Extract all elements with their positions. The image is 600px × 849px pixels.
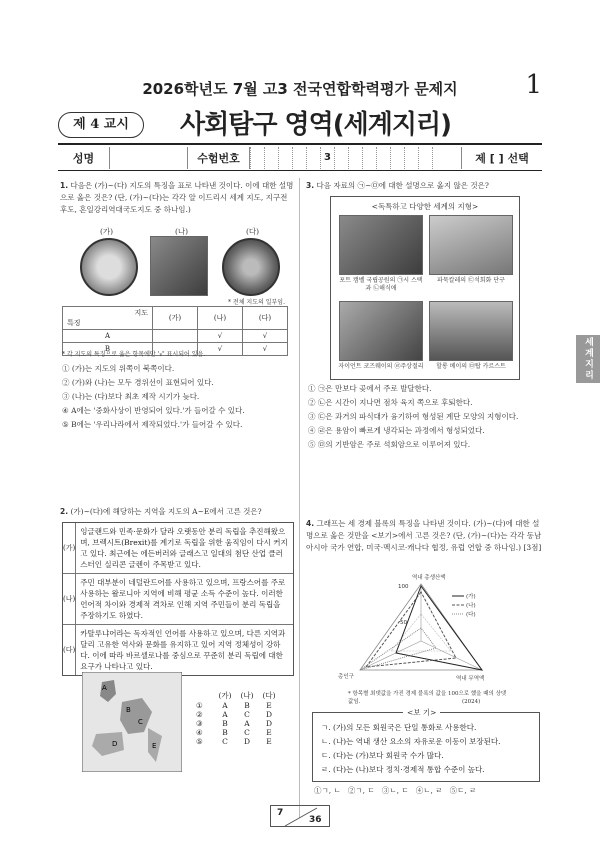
q1-cell: √ — [243, 330, 288, 343]
q2-choice-val: D — [243, 737, 250, 746]
q1-map-label-b: (나) — [175, 227, 189, 236]
q1-choice-2[interactable]: ② (가)와 (나)는 모두 경위선이 표현되어 있다. — [62, 378, 214, 387]
q2-choice-val: B — [222, 728, 228, 737]
q2-choice-val: D — [265, 719, 272, 728]
q2-choice-5[interactable] — [196, 737, 280, 746]
q3-stem-text: 다음 자료의 ㉠~㉤에 대한 설명으로 옳지 않은 것은? — [316, 181, 489, 190]
q4-stem-text: 그래프는 세 경제 블록의 특징을 나타낸 것이다. (가)~(다)에 대한 설명으로 옳은 것만을 <보기>에서 고른 것은? (단, (가)~(다)는 각각 동남아시아 국가 연합, 미국·멕시코·캐나다 협정, 유럽 연합 중 하나임.) [3점] — [306, 519, 542, 552]
jigu-map-image — [222, 238, 280, 296]
q4-bogi-box — [312, 708, 540, 782]
q1-number: 1. — [60, 181, 69, 190]
q2-choice-val: A — [222, 710, 228, 719]
q3-stem — [306, 180, 542, 192]
legend-na: (나) — [466, 603, 476, 609]
legend-ga: (가) — [466, 594, 476, 600]
q3-choices — [308, 382, 540, 452]
caption-sea-stack: 포트 캠벨 국립공원의 ㉠시 스택과 ㉡해식애 — [339, 277, 423, 292]
q2-choice-val: B — [244, 701, 250, 710]
q4-chart-note: * 항목별 최댓값을 가진 경제 블록의 값을 100으로 했을 때의 상댓값임. — [348, 691, 507, 705]
q2-number: 2. — [60, 507, 69, 516]
honil-map-image — [150, 236, 208, 296]
map-letter-c: C — [138, 718, 143, 726]
q1-cell: √ — [243, 343, 288, 356]
q1-map-note: * 전체 지도의 일부임. — [228, 299, 285, 306]
q2-row-text: 카탈루냐어라는 독자적인 언어를 사용하고 있으며, 다른 지역과 달리 고유한 역사와 문화를 유지하고 있어 지역 정체성이 강하다. 이에 따라 바르셀로나를 중심으로 꾸준히 분리 독립에 대한 요구가 나타나고 있다. — [80, 629, 286, 671]
page-counter — [270, 805, 330, 827]
q1-choice-1[interactable]: ① (가)는 지도의 위쪽이 북쪽이다. — [62, 364, 175, 373]
header-rule — [58, 143, 542, 145]
legend-da: (다) — [466, 612, 476, 618]
bogi-item: ㄴ. (나)는 역내 생산 요소의 자유로운 이동이 보장된다. — [321, 737, 501, 746]
page-number: 1 — [525, 70, 542, 100]
name-label: 성명 — [58, 147, 110, 169]
q1-row-label: A — [63, 330, 153, 343]
q2-region-table — [62, 522, 294, 676]
q3-box-title: <독특하고 다양한 세계의 지형> — [371, 202, 479, 211]
q3-choice-3[interactable]: ③ ㉢은 과거의 파식대가 융기하여 형성된 계단 모양의 지형이다. — [308, 412, 519, 421]
causeway-photo — [339, 301, 423, 361]
q2-row-label: (나) — [63, 574, 76, 624]
subject-title: 사회탐구 영역(세계지리) — [180, 110, 451, 140]
q2-answer-head: (가) — [218, 691, 232, 700]
q1-table-note: * 각 지도의 특징으로 옳은 항목에만 '√' 표시되어 있음. — [62, 351, 206, 358]
exam-title: 2026학년도 7월 고3 전국연합학력평가 문제지 — [142, 80, 458, 98]
q1-table-header-feature: 특징 — [67, 319, 81, 327]
choice-label: 제 [ ] 선택 — [475, 152, 529, 165]
period-badge: 제 4 교시 — [58, 112, 144, 138]
q4-radar-chart — [336, 572, 506, 690]
q2-row-label: (가) — [63, 523, 76, 573]
q2-choice-val: E — [266, 737, 272, 746]
bogi-item: ㄹ. (다)는 (나)보다 정치·경제적 통합 수준이 높다. — [321, 765, 485, 774]
q2-choice-val: B — [222, 719, 228, 728]
q2-choice-no: ⑤ — [196, 737, 203, 746]
exam-no-field[interactable] — [250, 147, 462, 169]
q1-cell — [153, 330, 198, 343]
q2-choice-val: C — [222, 737, 228, 746]
halong-photo — [429, 301, 513, 361]
exam-no-label: 수험번호 — [188, 147, 250, 169]
q1-stem-text: 다음은 (가)~(다) 지도의 특징을 표로 나타낸 것이다. 이에 대한 설명으로 옳은 것은? (단, (가)~(다)는 각각 알 이드리시 세계 지도, 지구전후도, 혼일강리역대국도지도 중 하나임.) — [60, 181, 294, 214]
map-letter-b: B — [126, 706, 131, 714]
q1-table-corner — [63, 307, 153, 330]
page-total: 36 — [309, 815, 322, 825]
map-letter-e: E — [152, 742, 157, 750]
axis-top-label: 역내 총생산액 — [412, 575, 446, 581]
q1-col-b: (나) — [198, 307, 243, 330]
q2-choice-4[interactable] — [196, 728, 280, 737]
q2-choice-val: C — [244, 710, 250, 719]
map-letter-d: D — [112, 740, 118, 748]
q2-choice-1[interactable] — [196, 701, 280, 710]
q1-row-label: B — [63, 343, 153, 356]
q1-cell: √ — [198, 330, 243, 343]
caption-halong: 할롱 베이의 ㉤탑 카르스트 — [436, 363, 506, 370]
bogi-item: ㄷ. (다)는 (가)보다 회원국 수가 많다. — [321, 751, 444, 760]
q3-choice-4[interactable]: ④ ㉣은 용암이 빠르게 냉각되는 과정에서 형성되었다. — [308, 426, 485, 435]
axis-right-label: 역내 무역액 — [456, 676, 485, 682]
bogi-item: ㄱ. (가)의 모든 회원국은 단일 통화로 사용한다. — [321, 723, 477, 732]
q2-choice-val: E — [266, 728, 272, 737]
q2-stem-text: (가)~(다)에 해당하는 지역을 지도의 A~E에서 고른 것은? — [70, 507, 262, 516]
q1-choice-3[interactable]: ③ (나)는 (다)보다 최초 제작 시기가 늦다. — [62, 392, 200, 401]
q2-row-text: 잉글랜드와 민족·문화가 달라 오랫동안 분리 독립을 추진해왔으며, 브렉시트(Brexit)를 계기로 독립을 위한 움직임이 다시 커지고 있다. 최근에는 에든버러와 글래스고 일대의 첨단 산업 클러스터인 실리콘 글렌이 주목받고 있다. — [80, 527, 288, 569]
q1-table-header-map: 지도 — [134, 309, 148, 317]
q1-choice-4[interactable]: ④ A에는 '중화사상이 반영되어 있다.'가 들어갈 수 있다. — [62, 406, 245, 415]
q2-choice-no: ① — [196, 701, 203, 710]
column-divider — [299, 178, 300, 818]
q2-answer-head: (다) — [262, 691, 276, 700]
pamukkale-photo — [429, 215, 513, 275]
q2-choice-val: E — [266, 701, 272, 710]
q4-chart-year: (2024) — [462, 699, 481, 705]
q1-cell: √ — [198, 343, 243, 356]
q1-col-c: (다) — [243, 307, 288, 330]
q3-number: 3. — [306, 181, 315, 190]
map-letter-a: A — [102, 684, 107, 692]
name-field[interactable] — [110, 147, 188, 169]
q2-choice-3[interactable] — [196, 719, 280, 728]
q2-row-text: 주민 대부분이 네덜란드어를 사용하고 있으며, 프랑스어를 주로 사용하는 왈로니아 지역에 비해 평균 소득 수준이 높다. 이러한 언어적 차이와 경제적 격차로 인해 지역 주민들이 분리 독립을 주장하기도 하였다. — [80, 578, 286, 620]
q1-choices — [62, 362, 296, 432]
subject-side-tab: 세계지리 — [576, 335, 600, 383]
q1-stem — [60, 180, 294, 216]
sea-stack-photo — [339, 215, 423, 275]
q2-choice-2[interactable] — [196, 710, 280, 719]
q2-answer-grid — [196, 690, 280, 746]
bogi-title: <보 기> — [403, 707, 440, 719]
q4-number: 4. — [306, 519, 315, 528]
q3-landform-box — [330, 196, 520, 380]
q2-stem — [60, 506, 294, 518]
q2-choice-no: ④ — [196, 728, 203, 737]
q1-map-label-c: (다) — [246, 227, 260, 236]
q2-row-label: (다) — [63, 625, 76, 675]
q4-stem — [306, 518, 542, 554]
q2-choice-val: C — [244, 728, 250, 737]
q2-choice-val: D — [265, 710, 272, 719]
info-rule — [58, 170, 542, 171]
q3-choice-2[interactable]: ② ㉡은 시간이 지나면 점차 육지 쪽으로 후퇴한다. — [308, 398, 473, 407]
caption-causeway: 자이언트 코즈웨이의 ㉣주상절리 — [338, 363, 424, 370]
q2-answer-head: (나) — [240, 691, 254, 700]
idrisi-map-image — [80, 238, 138, 296]
q2-choice-no: ② — [196, 710, 203, 719]
q3-choice-5[interactable]: ⑤ ㉤의 기반암은 주로 석회암으로 이루어져 있다. — [308, 440, 471, 449]
q2-choice-val: A — [244, 719, 250, 728]
q2-choice-val: A — [222, 701, 228, 710]
q1-col-a: (가) — [153, 307, 198, 330]
q3-choice-1[interactable]: ① ㉠은 만보다 곶에서 주로 발달한다. — [308, 384, 432, 393]
tick-100: 100 — [398, 584, 409, 590]
q4-choices[interactable]: ①ㄱ, ㄴ ②ㄱ, ㄷ ③ㄴ, ㄷ ④ㄴ, ㄹ ⑤ㄷ, ㄹ — [314, 786, 477, 795]
info-row — [58, 147, 542, 169]
europe-map — [82, 672, 182, 772]
caption-pamukkale: 파묵칼레의 ㉢석회화 단구 — [437, 277, 505, 284]
q2-choice-no: ③ — [196, 719, 203, 728]
q1-choice-5[interactable]: ⑤ B에는 '우리나라에서 제작되었다.'가 들어갈 수 있다. — [62, 420, 243, 429]
tick-50: 50 — [400, 620, 407, 626]
q1-map-label-a: (가) — [100, 227, 114, 236]
exam-digit: 3 — [320, 147, 334, 169]
page-current: 7 — [277, 808, 284, 818]
axis-left-label: 총인구 — [338, 674, 354, 680]
